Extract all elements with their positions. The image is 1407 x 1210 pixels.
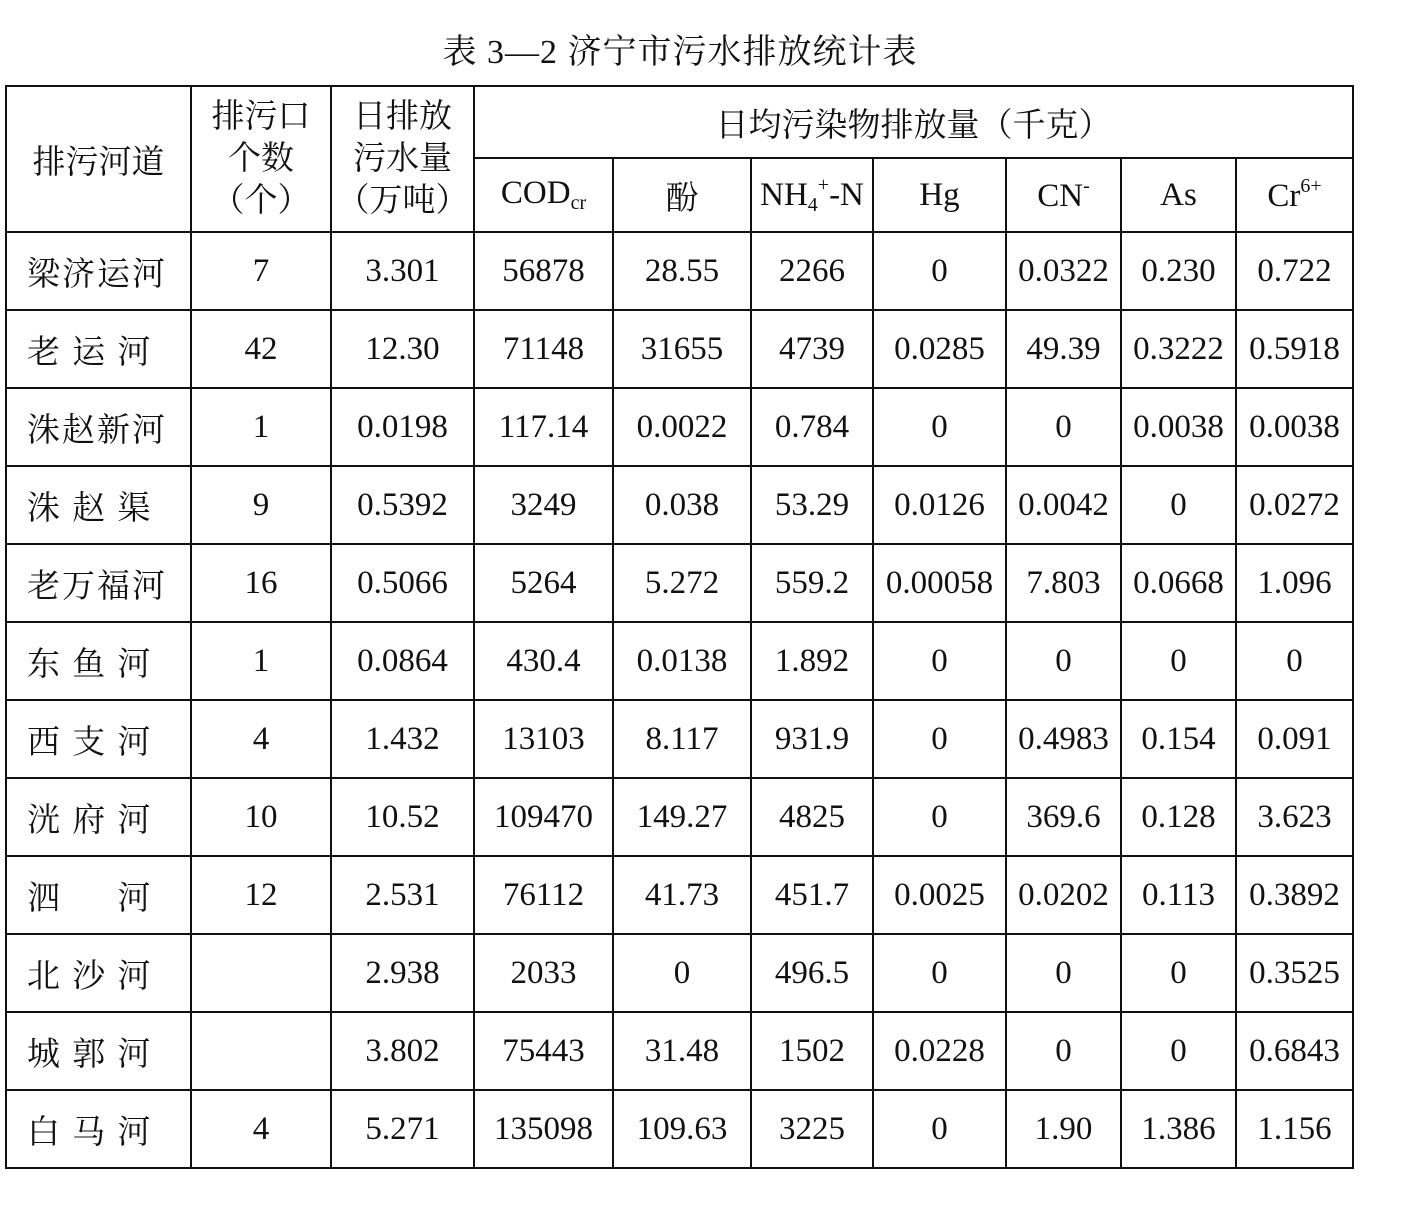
cell-daily-discharge: 0.5392 xyxy=(331,466,474,544)
cell-outlet-count: 9 xyxy=(191,466,331,544)
cell-hg: 0 xyxy=(873,778,1006,856)
cell-nh4n: 559.2 xyxy=(751,544,873,622)
cell-daily-discharge: 3.301 xyxy=(331,232,474,310)
header-outlets xyxy=(191,86,331,232)
table-row xyxy=(6,934,1353,1012)
cell-daily-discharge: 12.30 xyxy=(331,310,474,388)
cell-river: 洸 府 河 xyxy=(6,778,191,856)
cell-outlet-count: 1 xyxy=(191,622,331,700)
cell-outlet-count: 16 xyxy=(191,544,331,622)
cell-daily-discharge: 2.938 xyxy=(331,934,474,1012)
cell-phenol: 0.038 xyxy=(613,466,751,544)
cell-cr6: 1.096 xyxy=(1236,544,1353,622)
cell-river: 城 郭 河 xyxy=(6,1012,191,1090)
cell-cr6: 0.3892 xyxy=(1236,856,1353,934)
cell-hg: 0 xyxy=(873,934,1006,1012)
cell-cr6: 1.156 xyxy=(1236,1090,1353,1168)
cell-outlet-count xyxy=(191,1012,331,1090)
cell-cn: 0.4983 xyxy=(1006,700,1121,778)
cell-nh4n: 1.892 xyxy=(751,622,873,700)
table-row xyxy=(6,1012,1353,1090)
cell-nh4n: 53.29 xyxy=(751,466,873,544)
cell-as: 0.113 xyxy=(1121,856,1236,934)
header-pollutant xyxy=(751,158,873,232)
cell-phenol: 5.272 xyxy=(613,544,751,622)
cell-phenol: 8.117 xyxy=(613,700,751,778)
cell-cod: 3249 xyxy=(474,466,613,544)
table-row xyxy=(6,700,1353,778)
header-pollutant xyxy=(1236,158,1353,232)
cell-as: 0 xyxy=(1121,1012,1236,1090)
cell-nh4n: 931.9 xyxy=(751,700,873,778)
cell-cr6: 3.623 xyxy=(1236,778,1353,856)
cell-cod: 13103 xyxy=(474,700,613,778)
header-discharge xyxy=(331,86,474,232)
cell-phenol: 28.55 xyxy=(613,232,751,310)
cell-river: 洙赵新河 xyxy=(6,388,191,466)
header-pollutant-sub: cr xyxy=(570,192,587,214)
cell-nh4n: 0.784 xyxy=(751,388,873,466)
cell-as: 0 xyxy=(1121,622,1236,700)
cell-outlet-count: 1 xyxy=(191,388,331,466)
cell-river: 梁济运河 xyxy=(6,232,191,310)
cell-cn: 49.39 xyxy=(1006,310,1121,388)
header-discharge-line: 日排放 xyxy=(353,99,452,135)
cell-cod: 117.14 xyxy=(474,388,613,466)
cell-hg: 0.0285 xyxy=(873,310,1006,388)
cell-as: 0.154 xyxy=(1121,700,1236,778)
cell-as: 0 xyxy=(1121,934,1236,1012)
cell-daily-discharge: 10.52 xyxy=(331,778,474,856)
cell-daily-discharge: 2.531 xyxy=(331,856,474,934)
header-outlets-line: （个） xyxy=(211,183,311,219)
cell-cn: 0 xyxy=(1006,622,1121,700)
cell-daily-discharge: 5.271 xyxy=(331,1090,474,1168)
cell-river: 洙 赵 渠 xyxy=(6,466,191,544)
header-pollutant-base: As xyxy=(1160,176,1197,213)
header-pollutant xyxy=(474,158,613,232)
cell-phenol: 31655 xyxy=(613,310,751,388)
cell-nh4n: 2266 xyxy=(751,232,873,310)
header-pollutant-sup: + xyxy=(817,173,830,196)
cell-phenol: 31.48 xyxy=(613,1012,751,1090)
header-pollutant xyxy=(1121,158,1236,232)
cell-phenol: 0.0022 xyxy=(613,388,751,466)
cell-cod: 109470 xyxy=(474,778,613,856)
cell-cn: 0 xyxy=(1006,1012,1121,1090)
cell-nh4n: 1502 xyxy=(751,1012,873,1090)
cell-cr6: 0.6843 xyxy=(1236,1012,1353,1090)
header-pollutant-sub: 4 xyxy=(807,193,818,216)
cell-cod: 76112 xyxy=(474,856,613,934)
cell-outlet-count xyxy=(191,934,331,1012)
cell-as: 0.230 xyxy=(1121,232,1236,310)
header-discharge-line: 污水量 xyxy=(353,141,452,177)
header-outlets-line: 排污口 xyxy=(211,99,311,135)
header-outlets-line: 个数 xyxy=(228,141,294,177)
cell-hg: 0.00058 xyxy=(873,544,1006,622)
cell-cod: 430.4 xyxy=(474,622,613,700)
table-row xyxy=(6,466,1353,544)
cell-cn: 0.0202 xyxy=(1006,856,1121,934)
cell-cod: 135098 xyxy=(474,1090,613,1168)
cell-nh4n: 496.5 xyxy=(751,934,873,1012)
table-row xyxy=(6,856,1353,934)
cell-hg: 0.0126 xyxy=(873,466,1006,544)
cell-cod: 75443 xyxy=(474,1012,613,1090)
cell-outlet-count: 4 xyxy=(191,700,331,778)
cell-cn: 369.6 xyxy=(1006,778,1121,856)
cell-daily-discharge: 0.0864 xyxy=(331,622,474,700)
cell-river: 北 沙 河 xyxy=(6,934,191,1012)
header-pollutant-group: 日均污染物排放量（千克） xyxy=(474,86,1353,158)
header-pollutant-base: 酚 xyxy=(665,180,699,217)
cell-river: 西 支 河 xyxy=(6,700,191,778)
cell-as: 0.3222 xyxy=(1121,310,1236,388)
header-pollutant-sup: 6+ xyxy=(1300,175,1322,197)
header-discharge-line: （万吨） xyxy=(336,183,469,219)
table-row xyxy=(6,544,1353,622)
cell-nh4n: 4739 xyxy=(751,310,873,388)
header-pollutant xyxy=(1006,158,1121,232)
table-row xyxy=(6,388,1353,466)
header-pollutant xyxy=(873,158,1006,232)
cell-outlet-count: 12 xyxy=(191,856,331,934)
header-pollutant xyxy=(613,158,751,232)
cell-outlet-count: 7 xyxy=(191,232,331,310)
cell-cod: 5264 xyxy=(474,544,613,622)
header-river: 排污河道 xyxy=(6,86,191,232)
table-row xyxy=(6,622,1353,700)
cell-nh4n: 451.7 xyxy=(751,856,873,934)
cell-cod: 2033 xyxy=(474,934,613,1012)
cell-cr6: 0.0038 xyxy=(1236,388,1353,466)
cell-as: 0 xyxy=(1121,466,1236,544)
cell-cn: 0.0322 xyxy=(1006,232,1121,310)
cell-river: 老万福河 xyxy=(6,544,191,622)
cell-cr6: 0.0272 xyxy=(1236,466,1353,544)
cell-nh4n: 4825 xyxy=(751,778,873,856)
table-row xyxy=(6,778,1353,856)
cell-phenol: 109.63 xyxy=(613,1090,751,1168)
cell-cr6: 0 xyxy=(1236,622,1353,700)
cell-cod: 56878 xyxy=(474,232,613,310)
cell-outlet-count: 10 xyxy=(191,778,331,856)
cell-hg: 0 xyxy=(873,1090,1006,1168)
cell-daily-discharge: 3.802 xyxy=(331,1012,474,1090)
cell-daily-discharge: 0.5066 xyxy=(331,544,474,622)
cell-phenol: 0 xyxy=(613,934,751,1012)
header-pollutant-sup: - xyxy=(1083,175,1090,197)
cell-nh4n: 3225 xyxy=(751,1090,873,1168)
table-title: 表 3—2 济宁市污水排放统计表 xyxy=(442,34,918,71)
table-row xyxy=(6,232,1353,310)
cell-hg: 0 xyxy=(873,700,1006,778)
cell-outlet-count: 4 xyxy=(191,1090,331,1168)
cell-river: 东 鱼 河 xyxy=(6,622,191,700)
cell-cr6: 0.3525 xyxy=(1236,934,1353,1012)
cell-river: 老 运 河 xyxy=(6,310,191,388)
cell-as: 0.0038 xyxy=(1121,388,1236,466)
header-pollutant-base: Cr xyxy=(1267,178,1301,214)
header-pollutant-base: CN xyxy=(1037,178,1084,214)
cell-hg: 0 xyxy=(873,622,1006,700)
cell-phenol: 0.0138 xyxy=(613,622,751,700)
header-pollutant-base: Hg xyxy=(919,176,960,213)
cell-phenol: 149.27 xyxy=(613,778,751,856)
cell-cod: 71148 xyxy=(474,310,613,388)
cell-river: 泗 河 xyxy=(6,856,191,934)
cell-cr6: 0.5918 xyxy=(1236,310,1353,388)
cell-cr6: 0.722 xyxy=(1236,232,1353,310)
cell-hg: 0.0228 xyxy=(873,1012,1006,1090)
cell-cn: 1.90 xyxy=(1006,1090,1121,1168)
cell-hg: 0 xyxy=(873,388,1006,466)
cell-cn: 7.803 xyxy=(1006,544,1121,622)
table-row xyxy=(6,310,1353,388)
cell-river: 白 马 河 xyxy=(6,1090,191,1168)
header-pollutant-base: COD xyxy=(500,175,571,211)
cell-outlet-count: 42 xyxy=(191,310,331,388)
cell-hg: 0.0025 xyxy=(873,856,1006,934)
cell-cr6: 0.091 xyxy=(1236,700,1353,778)
header-pollutant-tail: -N xyxy=(829,176,864,213)
cell-cn: 0.0042 xyxy=(1006,466,1121,544)
cell-daily-discharge: 1.432 xyxy=(331,700,474,778)
cell-as: 1.386 xyxy=(1121,1090,1236,1168)
cell-as: 0.128 xyxy=(1121,778,1236,856)
cell-as: 0.0668 xyxy=(1121,544,1236,622)
cell-cn: 0 xyxy=(1006,388,1121,466)
cell-phenol: 41.73 xyxy=(613,856,751,934)
cell-cn: 0 xyxy=(1006,934,1121,1012)
sewage-discharge-table xyxy=(5,85,1354,1169)
table-row xyxy=(6,1090,1353,1168)
cell-hg: 0 xyxy=(873,232,1006,310)
cell-daily-discharge: 0.0198 xyxy=(331,388,474,466)
header-pollutant-base: NH xyxy=(760,176,808,213)
